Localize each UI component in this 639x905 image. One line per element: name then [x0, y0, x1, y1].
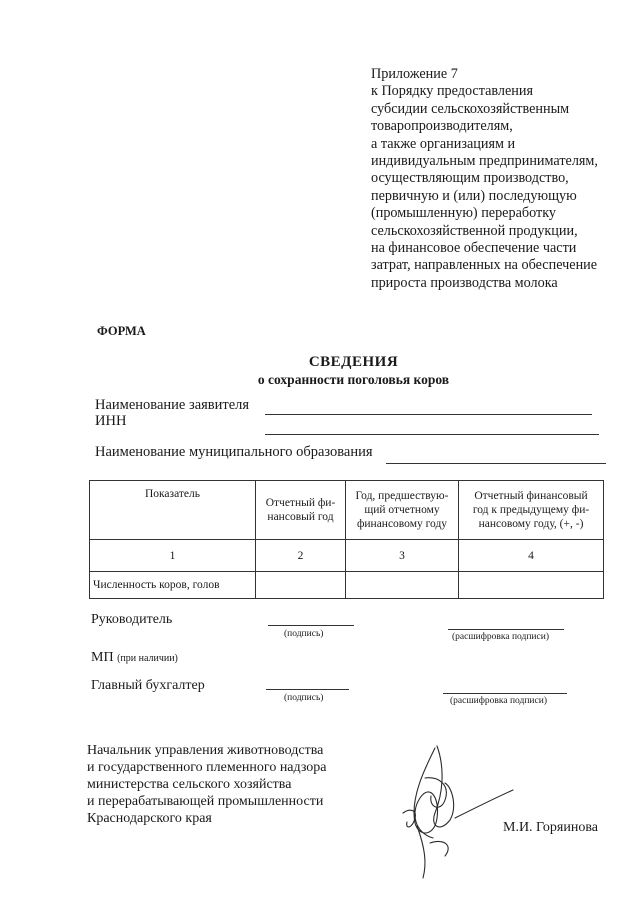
official-title-line: Краснодарского края — [87, 811, 212, 826]
accountant-decoding-caption: (расшифровка подписи) — [450, 696, 547, 706]
inn-label: ИНН — [95, 413, 127, 429]
signer-name: М.И. Горяинова — [503, 820, 598, 835]
column-number: 3 — [346, 540, 459, 572]
value-cell[interactable] — [459, 572, 604, 599]
document-title: СВЕДЕНИЯ — [308, 354, 399, 370]
table-header-row — [90, 481, 604, 540]
stamp-note: (при наличии) — [117, 653, 178, 664]
stamp-text: МП — [91, 650, 114, 665]
table-number-row — [90, 540, 604, 572]
head-label: Руководитель — [91, 612, 173, 627]
livestock-table — [89, 480, 604, 599]
stamp-label — [91, 650, 178, 666]
official-title-line: и перерабатывающей промышленности — [87, 794, 324, 809]
header-line: год к предыдущему фи- — [472, 504, 590, 516]
document-subtitle: о сохранности поголовья коров — [257, 372, 450, 387]
appendix-line: (промышленную) переработку — [371, 205, 556, 222]
appendix-line: осуществляющим производство, — [371, 170, 569, 187]
appendix-line: прироста производства молока — [371, 274, 558, 291]
official-title-line: и государственного племенного надзора — [87, 760, 327, 775]
appendix-line: субсидии сельскохозяйственным — [371, 100, 570, 117]
appendix-header — [371, 66, 633, 292]
indicator-cell: Численность коров, голов — [90, 572, 256, 599]
accountant-decoding-line[interactable] — [443, 693, 567, 694]
accountant-label: Главный бухгалтер — [91, 678, 205, 693]
header-line: Отчетный фи- — [265, 497, 336, 509]
header-line: щий отчетному — [364, 504, 440, 516]
header-line: Год, предшествую- — [355, 490, 449, 502]
appendix-line: сельскохозяйственной продукции, — [371, 222, 578, 239]
applicant-label: Наименование заявителя — [95, 397, 250, 413]
appendix-line: затрат, направленных на обеспечение — [371, 257, 598, 274]
municipality-field[interactable] — [386, 463, 606, 464]
header-line: финансовому году — [356, 518, 448, 530]
appendix-line: индивидуальным предпринимателям, — [371, 153, 598, 170]
table-row — [90, 572, 604, 599]
head-signature-line[interactable] — [268, 625, 354, 626]
value-cell[interactable] — [256, 572, 346, 599]
header-previous-year — [346, 481, 459, 540]
header-change — [459, 481, 604, 540]
appendix-line: а также организациям и — [371, 135, 516, 152]
header-indicator — [90, 481, 256, 540]
header-line: нансовому году, (+, -) — [478, 518, 584, 530]
header-line: Отчетный финансовый — [474, 490, 588, 502]
head-decoding-caption: (расшифровка подписи) — [452, 632, 549, 642]
head-signature-caption: (подпись) — [284, 629, 324, 639]
applicant-field[interactable] — [265, 414, 592, 415]
header-line: Показатель — [144, 488, 201, 500]
appendix-line: к Порядку предоставления — [371, 83, 533, 100]
appendix-line: товаропроизводителям, — [371, 118, 513, 135]
appendix-line: Приложение 7 — [371, 66, 458, 82]
handwritten-signature — [395, 738, 530, 888]
header-line: нансовый год — [267, 511, 334, 523]
official-title-line: Начальник управления животноводства — [87, 743, 324, 758]
header-reporting-year — [256, 481, 346, 540]
column-number: 4 — [459, 540, 604, 572]
form-label: ФОРМА — [97, 324, 146, 338]
accountant-signature-line[interactable] — [266, 689, 349, 690]
inn-field[interactable] — [265, 434, 599, 435]
column-number: 2 — [256, 540, 346, 572]
official-title-line: министерства сельского хозяйства — [87, 777, 292, 792]
appendix-line: первичную и (или) последующую — [371, 187, 577, 204]
column-number: 1 — [90, 540, 256, 572]
accountant-signature-caption: (подпись) — [284, 693, 324, 703]
official-title — [87, 742, 326, 827]
value-cell[interactable] — [346, 572, 459, 599]
head-decoding-line[interactable] — [448, 629, 564, 630]
municipality-label: Наименование муниципального образования — [95, 444, 373, 460]
appendix-line: на финансовое обеспечение части — [371, 240, 577, 257]
